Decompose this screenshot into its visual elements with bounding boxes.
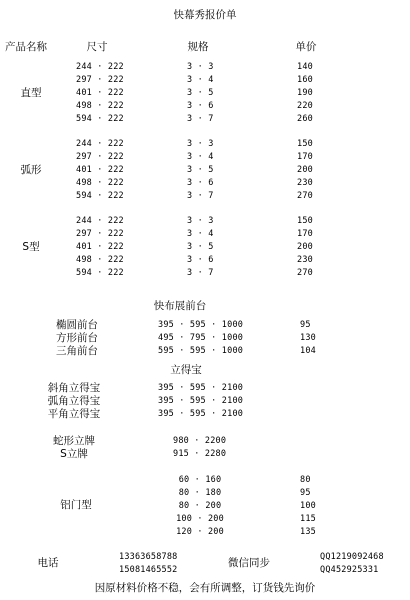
qq-number: QQ1219092468: [320, 552, 384, 562]
lideb-size: 395 · 595 · 2100: [158, 396, 244, 406]
group-name: S型: [22, 241, 40, 253]
header-product-name: 产品名称: [5, 41, 47, 53]
spec-cell: 3 · 5: [187, 165, 214, 175]
price-cell: 140: [297, 62, 313, 72]
aluminum-price: 95: [300, 488, 311, 498]
spec-cell: 3 · 5: [187, 242, 214, 252]
phone-number: 13363658788: [119, 552, 178, 562]
lideb-size: 395 · 595 · 2100: [158, 409, 244, 419]
counter-price: 95: [300, 320, 311, 330]
section-title: 快布展前台: [153, 300, 207, 312]
counter-name: 椭圆前台: [56, 319, 98, 331]
lideb-name: 斜角立得宝: [47, 382, 101, 394]
footer-note: 因原材料价格不稳，会有所调整，订货钱先询价: [94, 582, 316, 594]
size-cell: 594 · 222: [76, 268, 124, 278]
price-cell: 170: [297, 229, 313, 239]
counter-size: 495 · 795 · 1000: [158, 333, 244, 343]
price-cell: 150: [297, 216, 313, 226]
price-cell: 270: [297, 191, 313, 201]
aluminum-price: 115: [300, 514, 316, 524]
size-cell: 297 · 222: [76, 229, 124, 239]
price-cell: 200: [297, 165, 313, 175]
aluminum-size: 100 · 200: [176, 514, 224, 524]
group-name: 直型: [20, 87, 42, 99]
spec-cell: 3 · 7: [187, 191, 214, 201]
counter-name: 方形前台: [56, 332, 98, 344]
spec-cell: 3 · 6: [187, 178, 214, 188]
counter-size: 395 · 595 · 1000: [158, 320, 244, 330]
size-cell: 498 · 222: [76, 255, 124, 265]
sign-size: 915 · 2280: [173, 449, 227, 459]
size-cell: 244 · 222: [76, 216, 124, 226]
section-title: 立得宝: [170, 364, 202, 376]
spec-cell: 3 · 7: [187, 268, 214, 278]
price-cell: 270: [297, 268, 313, 278]
header-size: 尺寸: [86, 41, 108, 53]
aluminum-size: 80 · 200: [178, 501, 222, 511]
counter-name: 三角前台: [56, 345, 98, 357]
sign-name: 蛇形立牌: [53, 435, 95, 447]
price-cell: 190: [297, 88, 313, 98]
price-cell: 220: [297, 101, 313, 111]
size-cell: 594 · 222: [76, 114, 124, 124]
aluminum-size: 120 · 200: [176, 527, 224, 537]
spec-cell: 3 · 3: [187, 139, 214, 149]
size-cell: 498 · 222: [76, 101, 124, 111]
spec-cell: 3 · 4: [187, 152, 214, 162]
spec-cell: 3 · 4: [187, 229, 214, 239]
price-cell: 160: [297, 75, 313, 85]
header-spec: 规格: [187, 41, 209, 53]
aluminum-size: 80 · 180: [178, 488, 222, 498]
size-cell: 401 · 222: [76, 88, 124, 98]
group-name: 弧形: [20, 164, 42, 176]
phone-number: 15081465552: [119, 565, 178, 575]
size-cell: 297 · 222: [76, 152, 124, 162]
counter-size: 595 · 595 · 1000: [158, 346, 244, 356]
aluminum-size: 60 · 160: [178, 475, 222, 485]
spec-cell: 3 · 3: [187, 216, 214, 226]
phone-label: 电话: [37, 557, 59, 569]
size-cell: 401 · 222: [76, 242, 124, 252]
size-cell: 594 · 222: [76, 191, 124, 201]
spec-cell: 3 · 3: [187, 62, 214, 72]
size-cell: 401 · 222: [76, 165, 124, 175]
lideb-name: 平角立得宝: [47, 408, 101, 420]
size-cell: 244 · 222: [76, 139, 124, 149]
lideb-name: 弧角立得宝: [47, 395, 101, 407]
qq-number: QQ452925331: [320, 565, 379, 575]
spec-cell: 3 · 6: [187, 101, 214, 111]
aluminum-price: 100: [300, 501, 316, 511]
size-cell: 297 · 222: [76, 75, 124, 85]
aluminum-price: 80: [300, 475, 311, 485]
spec-cell: 3 · 7: [187, 114, 214, 124]
size-cell: 244 · 222: [76, 62, 124, 72]
lideb-size: 395 · 595 · 2100: [158, 383, 244, 393]
aluminum-price: 135: [300, 527, 316, 537]
price-cell: 260: [297, 114, 313, 124]
price-cell: 230: [297, 178, 313, 188]
price-cell: 230: [297, 255, 313, 265]
counter-price: 130: [300, 333, 316, 343]
header-price: 单价: [295, 41, 317, 53]
price-cell: 170: [297, 152, 313, 162]
page-title: 快幕秀报价单: [173, 9, 237, 21]
wechat-label: 微信同步: [228, 557, 270, 569]
spec-cell: 3 · 5: [187, 88, 214, 98]
size-cell: 498 · 222: [76, 178, 124, 188]
price-cell: 150: [297, 139, 313, 149]
aluminum-name: 铝门型: [60, 499, 92, 511]
spec-cell: 3 · 4: [187, 75, 214, 85]
sign-name: S立牌: [60, 448, 88, 460]
price-cell: 200: [297, 242, 313, 252]
sign-size: 980 · 2200: [173, 436, 227, 446]
spec-cell: 3 · 6: [187, 255, 214, 265]
counter-price: 104: [300, 346, 316, 356]
